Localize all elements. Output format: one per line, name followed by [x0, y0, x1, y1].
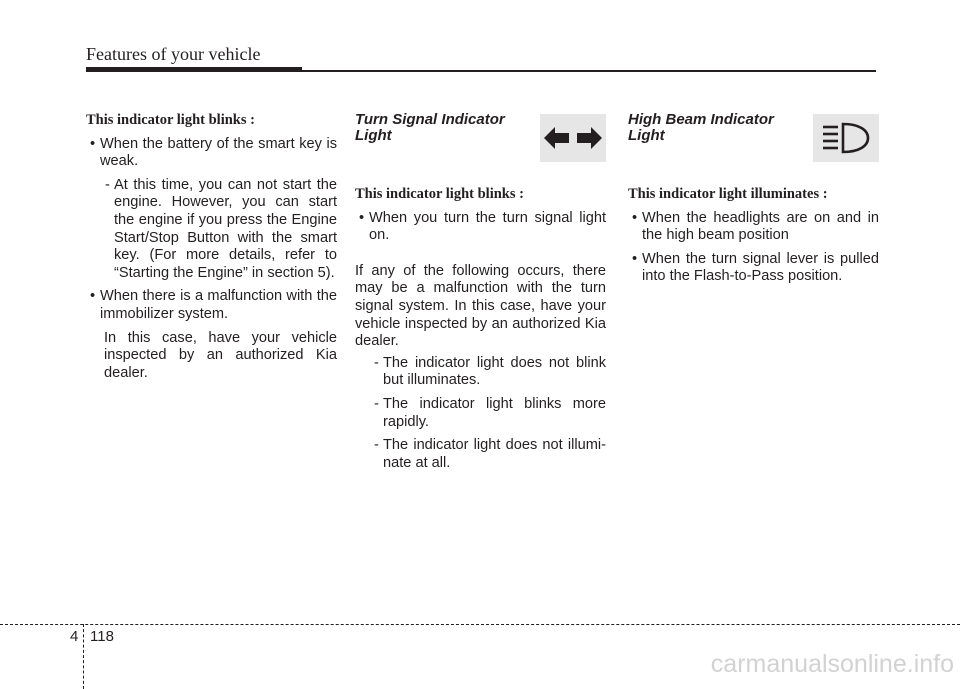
footer-divider — [83, 624, 84, 689]
turn-signal-title-line2: Light — [355, 127, 392, 144]
high-beam-title-line2: Light — [628, 127, 665, 144]
turn-signal-icon-box — [540, 114, 606, 162]
page-number: 118 — [90, 628, 114, 645]
watermark: carmanualsonline.info — [710, 650, 954, 678]
high-beam-title-line1: High Beam Indicator — [628, 111, 774, 128]
bullet-flash-to-pass: • When the turn signal lever is pulled into the Flash-to-Pass position. — [628, 251, 879, 286]
malfunction-paragraph: If any of the following occurs, there may be a malfunction with the turn signal system. In this case, have your vehicle inspected by an authorized Kia dealer. — [355, 262, 606, 350]
turn-signal-title-line1: Turn Signal Indicator — [355, 111, 505, 128]
dash-blinks-rapidly: - The indicator light blinks more rapidly. — [355, 396, 606, 431]
high-beam-icon — [813, 114, 879, 162]
bullet-immobilizer: • When there is a malfunction with the immobilizer system. — [86, 288, 337, 323]
bullet-headlights-high-beam: • When the headlights are on and in the high beam position — [628, 210, 879, 245]
page-header-title: Features of your vehicle — [86, 44, 261, 64]
high-beam-title — [628, 112, 798, 144]
turn-signal-arrows-icon — [540, 114, 606, 162]
bullet-turn-on: • When you turn the turn signal light on. — [355, 210, 606, 245]
header-rule — [302, 70, 876, 72]
turn-signal-subheading: This indicator light blinks : — [355, 186, 524, 202]
header-bar — [86, 67, 302, 72]
footer-rule — [0, 624, 960, 625]
blink-heading: This indicator light blinks : — [86, 112, 255, 128]
chapter-number: 4 — [70, 628, 79, 645]
high-beam-icon-box — [813, 114, 879, 162]
turn-signal-title — [355, 112, 525, 144]
column-middle — [355, 112, 606, 478]
high-beam-subheading: This indicator light illuminates : — [628, 186, 828, 202]
dealer-note: In this case, have your vehicle inspected by an authorized Kia dealer. — [104, 329, 337, 381]
column-right — [628, 112, 879, 292]
column-left — [86, 112, 337, 382]
dash-no-blink: - The indicator light does not blink but illuminates. — [355, 355, 606, 390]
dash-no-illuminate: - The indicator light does not illumi-nate at all. — [355, 437, 606, 472]
high-beam-header — [628, 112, 879, 186]
dash-engine-start: - At this time, you can not start the engine. However, you can start the engine if you press the Engine Start/Stop Button with the smart key. (For more details, refer to “Starting the Engine” in section 5). — [86, 177, 337, 283]
turn-signal-header — [355, 112, 606, 186]
bullet-smart-key: • When the battery of the smart key is weak. — [86, 136, 337, 171]
